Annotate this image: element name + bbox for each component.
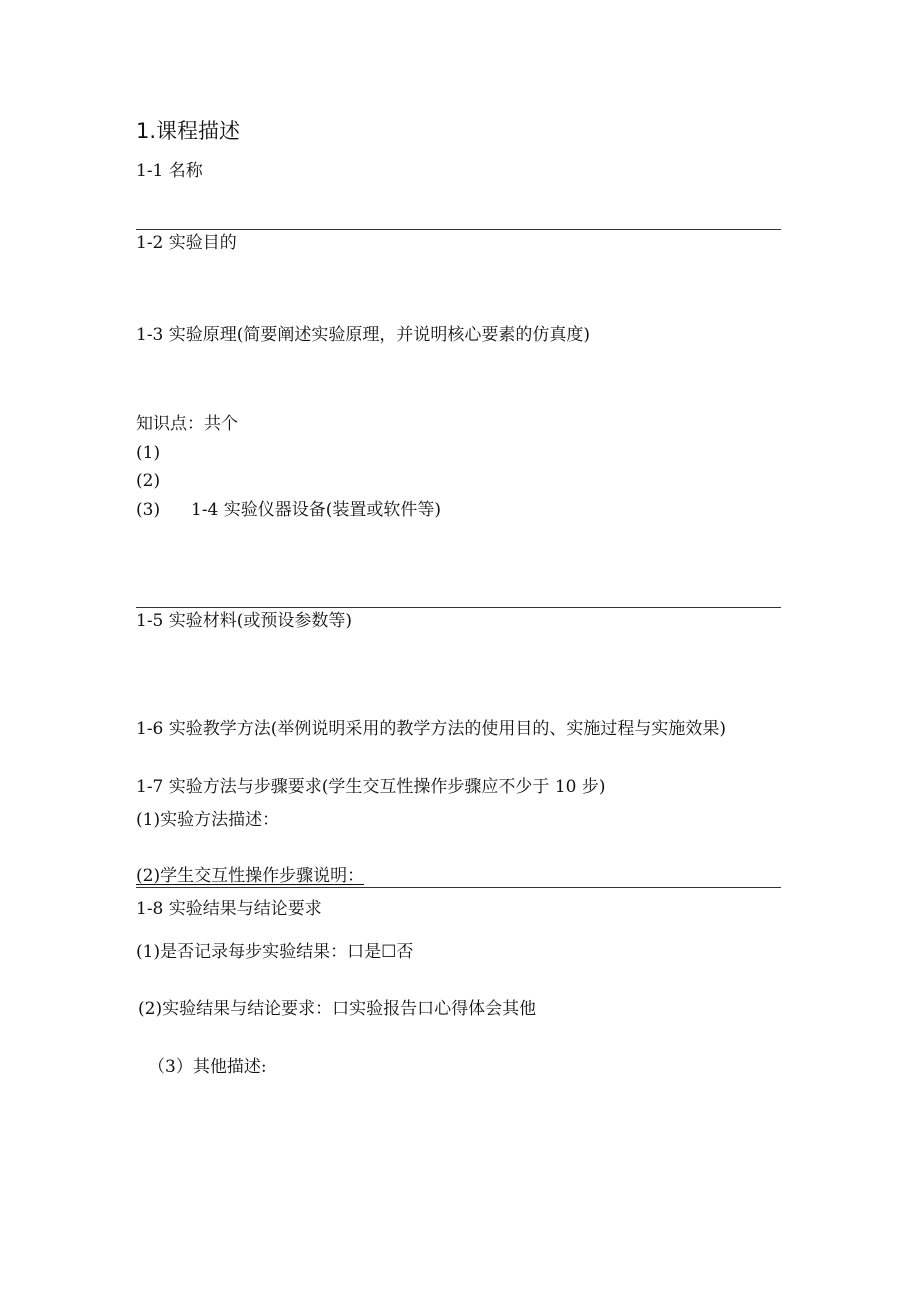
section-1-3-principle: 1-3 实验原理(简要阐述实验原理，并说明核心要素的仿真度) xyxy=(136,325,591,345)
section-1-8-results: 1-8 实验结果与结论要求 xyxy=(136,899,322,919)
interactive-steps-description: (2)学生交互性操作步骤说明： xyxy=(136,866,365,886)
knowledge-points-label: 知识点：共个 xyxy=(136,414,238,434)
other-description: （3）其他描述: xyxy=(148,1057,267,1077)
knowledge-item: (2) xyxy=(136,471,161,491)
divider xyxy=(136,887,781,888)
page-title: 1.课程描述 xyxy=(136,119,241,143)
section-1-7-steps: 1-7 实验方法与步骤要求(学生交互性操作步骤应不少于 10 步) xyxy=(136,777,606,797)
results-requirements-checkbox-line: (2)实验结果与结论要求：口实验报告口心得体会其他 xyxy=(138,999,537,1019)
section-1-5-materials: 1-5 实验材料(或预设参数等) xyxy=(136,611,353,631)
divider xyxy=(136,607,781,608)
record-results-checkbox-line: (1)是否记录每步实验结果：口是☐否 xyxy=(136,942,414,962)
section-1-4-equipment: 1-4 实验仪器设备(装置或软件等) xyxy=(191,500,442,520)
knowledge-item: (1) xyxy=(136,443,161,463)
section-1-1-name: 1-1 名称 xyxy=(136,161,203,181)
divider xyxy=(136,229,781,230)
knowledge-item: (3) xyxy=(136,500,161,520)
section-1-6-teaching-method: 1-6 实验教学方法(举例说明采用的教学方法的使用目的、实施过程与实施效果) xyxy=(136,719,727,739)
section-1-2-purpose: 1-2 实验目的 xyxy=(136,233,237,253)
method-description: (1)实验方法描述： xyxy=(136,810,280,830)
